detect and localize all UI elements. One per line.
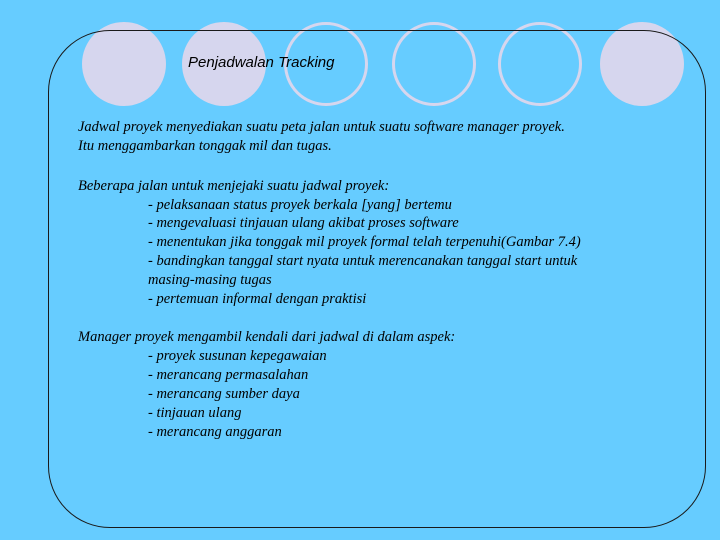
section2-item: - merancang permasalahan xyxy=(148,367,309,383)
section1-item: - pertemuan informal dengan praktisi xyxy=(148,291,367,307)
slide-title: Penjadwalan Tracking xyxy=(188,54,335,71)
section1-heading: Beberapa jalan untuk menjejaki suatu jadwal proyek: xyxy=(78,178,390,194)
section1-item: - menentukan jika tonggak mil proyek formal telah terpenuhi(Gambar 7.4) xyxy=(148,234,581,250)
section2-item: - merancang anggaran xyxy=(148,424,282,440)
section1-item: masing-masing tugas xyxy=(148,272,272,288)
section2-heading: Manager proyek mengambil kendali dari jadwal di dalam aspek: xyxy=(78,329,456,345)
intro-line-2: Itu menggambarkan tonggak mil dan tugas. xyxy=(78,138,332,154)
section1-item: - pelaksanaan status proyek berkala [yang] bertemu xyxy=(148,197,452,213)
section1-item: - bandingkan tanggal start nyata untuk merencanakan tanggal start untuk xyxy=(148,253,578,269)
intro-line-1: Jadwal proyek menyediakan suatu peta jalan untuk suatu software manager proyek. xyxy=(78,119,565,135)
section2-item: - merancang sumber daya xyxy=(148,386,300,402)
section2-item: - proyek susunan kepegawaian xyxy=(148,348,327,364)
section2-item: - tinjauan ulang xyxy=(148,405,242,421)
section1-item: - mengevaluasi tinjauan ulang akibat proses software xyxy=(148,215,459,231)
content-frame xyxy=(48,30,706,528)
